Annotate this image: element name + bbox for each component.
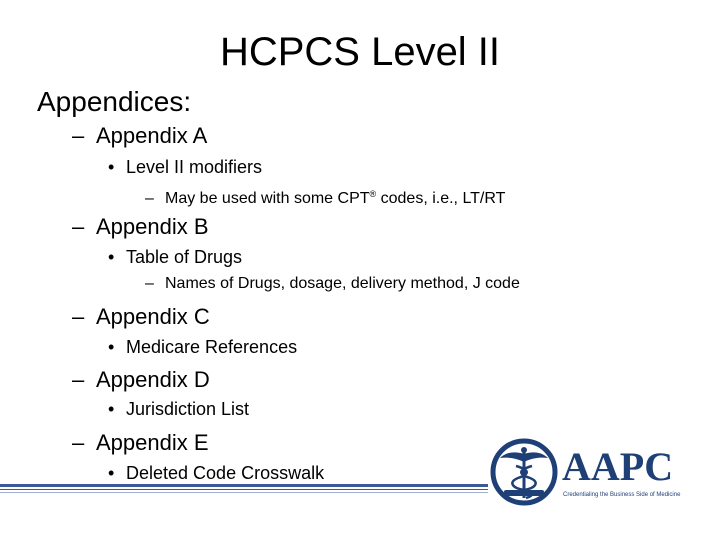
dash-glyph: – <box>145 190 154 207</box>
appendix-e-label: Appendix E <box>96 430 209 455</box>
bullet-glyph: • <box>108 337 115 357</box>
dash-glyph: – <box>72 214 85 239</box>
appendix-b-detail-text: Names of Drugs, dosage, delivery method, J code <box>165 275 520 292</box>
aapc-wordmark: AAPC <box>562 444 674 489</box>
bullet-glyph: • <box>108 463 115 483</box>
aapc-tagline: Credentialing the Business Side of Medicine <box>563 492 681 498</box>
appendix-d-item-label: Jurisdiction List <box>126 399 250 419</box>
bullet-glyph: • <box>108 247 115 267</box>
registered-mark: ® <box>369 189 377 199</box>
appendix-a-detail-pre: May be used with some CPT <box>165 190 370 207</box>
appendix-b-label: Appendix B <box>96 214 209 239</box>
slide-title: HCPCS Level II <box>219 30 501 74</box>
dash-glyph: – <box>72 304 85 329</box>
appendix-e-heading <box>72 430 209 456</box>
appendix-a-label: Appendix A <box>96 123 208 148</box>
appendix-b-item-label: Table of Drugs <box>126 247 243 267</box>
appendix-a-detail <box>145 184 505 209</box>
footer-rule-mid <box>0 489 488 490</box>
appendix-c-item-label: Medicare References <box>126 337 298 357</box>
caduceus-emblem-icon <box>493 441 555 503</box>
footer-rule-top <box>0 484 488 487</box>
appendix-d-label: Appendix D <box>96 367 210 392</box>
appendix-c-item <box>108 336 297 358</box>
dash-glyph: – <box>72 123 85 148</box>
appendix-a-item <box>108 156 262 178</box>
intro-heading: Appendices: <box>37 86 192 117</box>
aapc-logo <box>490 436 686 508</box>
appendix-e-item-label: Deleted Code Crosswalk <box>126 463 325 483</box>
dash-glyph: – <box>145 275 154 292</box>
appendix-a-item-label: Level II modifiers <box>126 157 263 177</box>
appendix-c-label: Appendix C <box>96 304 210 329</box>
appendix-b-heading <box>72 214 209 240</box>
appendix-e-item <box>108 462 324 484</box>
appendix-a-heading <box>72 123 207 149</box>
appendix-b-item <box>108 246 242 268</box>
appendix-a-detail-post: codes, i.e., LT/RT <box>376 190 506 207</box>
appendix-d-heading <box>72 367 210 393</box>
dash-glyph: – <box>72 430 85 455</box>
appendix-c-heading <box>72 304 210 330</box>
footer-rule-bottom <box>0 492 488 493</box>
bullet-glyph: • <box>108 157 115 177</box>
appendix-b-detail <box>145 274 520 294</box>
bullet-glyph: • <box>108 399 115 419</box>
dash-glyph: – <box>72 367 85 392</box>
appendix-d-item <box>108 398 249 420</box>
